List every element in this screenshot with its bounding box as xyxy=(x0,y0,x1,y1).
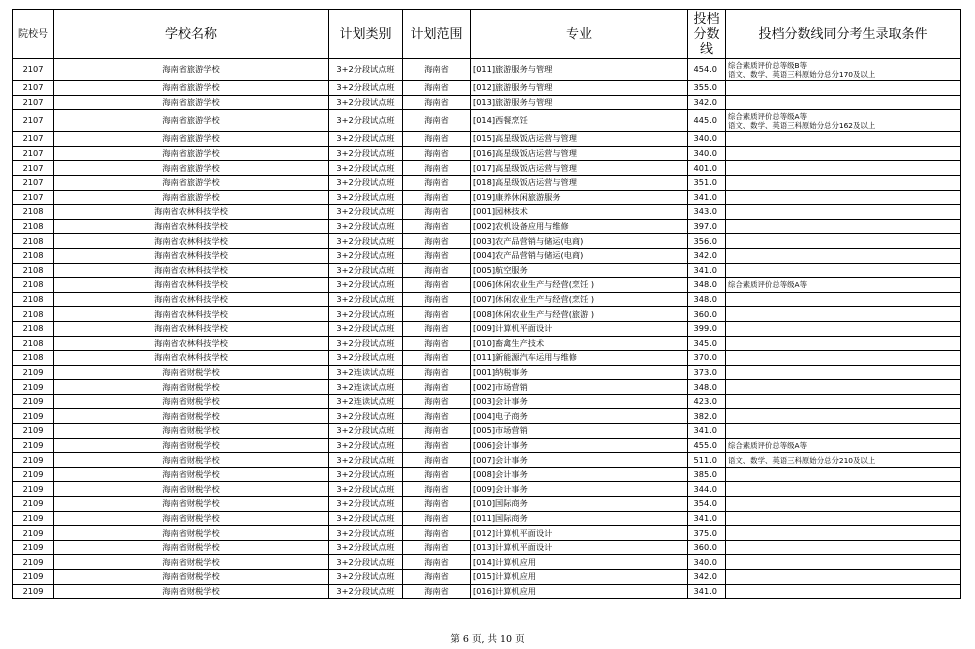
cell-code: 2107 xyxy=(13,175,54,190)
cell-major: [010]国际商务 xyxy=(471,497,688,512)
cell-plan-scope: 海南省 xyxy=(403,307,471,322)
cell-code: 2108 xyxy=(13,234,54,249)
cell-score: 511.0 xyxy=(688,453,726,468)
cell-school: 海南省农林科技学校 xyxy=(54,307,329,322)
cell-plan-type: 3+2分段试点班 xyxy=(329,482,403,497)
cell-code: 2109 xyxy=(13,555,54,570)
table-row xyxy=(13,81,961,96)
table-row xyxy=(13,132,961,147)
cell-code: 2109 xyxy=(13,365,54,380)
cell-major: [007]会计事务 xyxy=(471,453,688,468)
cell-conditions xyxy=(726,482,961,497)
cell-conditions xyxy=(726,584,961,599)
header-major: 专业 xyxy=(471,10,688,59)
cell-plan-scope: 海南省 xyxy=(403,570,471,585)
cell-major: [003]会计事务 xyxy=(471,394,688,409)
cell-major: [011]新能源汽车运用与维修 xyxy=(471,351,688,366)
table-row xyxy=(13,248,961,263)
cell-score: 360.0 xyxy=(688,540,726,555)
cell-major: [002]市场营销 xyxy=(471,380,688,395)
cell-conditions xyxy=(726,365,961,380)
cell-school: 海南省农林科技学校 xyxy=(54,263,329,278)
cell-school: 海南省财税学校 xyxy=(54,570,329,585)
table-row xyxy=(13,59,961,81)
cell-school: 海南省旅游学校 xyxy=(54,81,329,96)
cell-plan-type: 3+2分段试点班 xyxy=(329,497,403,512)
cell-major: [005]市场营销 xyxy=(471,424,688,439)
cell-conditions xyxy=(726,307,961,322)
cell-plan-type: 3+2分段试点班 xyxy=(329,59,403,81)
cell-code: 2107 xyxy=(13,110,54,132)
cell-plan-type: 3+2分段试点班 xyxy=(329,278,403,293)
table-row xyxy=(13,526,961,541)
cell-code: 2108 xyxy=(13,336,54,351)
cell-plan-scope: 海南省 xyxy=(403,175,471,190)
cell-conditions xyxy=(726,234,961,249)
cell-school: 海南省财税学校 xyxy=(54,511,329,526)
table-row xyxy=(13,307,961,322)
cell-plan-scope: 海南省 xyxy=(403,453,471,468)
cell-plan-type: 3+2分段试点班 xyxy=(329,336,403,351)
table-row xyxy=(13,380,961,395)
cell-major: [014]西餐烹饪 xyxy=(471,110,688,132)
cell-code: 2107 xyxy=(13,161,54,176)
table-row xyxy=(13,234,961,249)
cell-score: 397.0 xyxy=(688,219,726,234)
cell-plan-scope: 海南省 xyxy=(403,110,471,132)
cell-plan-scope: 海南省 xyxy=(403,161,471,176)
cell-major: [004]农产品营销与储运(电商) xyxy=(471,248,688,263)
cell-score: 454.0 xyxy=(688,59,726,81)
cell-school: 海南省旅游学校 xyxy=(54,146,329,161)
cell-code: 2108 xyxy=(13,219,54,234)
cell-plan-type: 3+2分段试点班 xyxy=(329,409,403,424)
cell-plan-type: 3+2连读试点班 xyxy=(329,365,403,380)
cell-score: 343.0 xyxy=(688,205,726,220)
cell-score: 341.0 xyxy=(688,511,726,526)
cell-score: 342.0 xyxy=(688,95,726,110)
cell-plan-type: 3+2分段试点班 xyxy=(329,570,403,585)
cell-school: 海南省农林科技学校 xyxy=(54,278,329,293)
cell-plan-scope: 海南省 xyxy=(403,292,471,307)
cell-school: 海南省旅游学校 xyxy=(54,132,329,147)
cell-conditions: 综合素质评价总等级A等 xyxy=(726,278,961,293)
table-row xyxy=(13,570,961,585)
cell-major: [011]旅游服务与管理 xyxy=(471,59,688,81)
cell-code: 2109 xyxy=(13,467,54,482)
table-row xyxy=(13,175,961,190)
cell-score: 355.0 xyxy=(688,81,726,96)
cell-code: 2109 xyxy=(13,584,54,599)
cell-school: 海南省农林科技学校 xyxy=(54,234,329,249)
cell-code: 2109 xyxy=(13,497,54,512)
cell-conditions: 综合素质评价总等级A等 xyxy=(726,438,961,453)
cell-score: 375.0 xyxy=(688,526,726,541)
cell-conditions xyxy=(726,321,961,336)
cell-conditions xyxy=(726,292,961,307)
cell-school: 海南省财税学校 xyxy=(54,409,329,424)
cell-plan-scope: 海南省 xyxy=(403,248,471,263)
cell-score: 341.0 xyxy=(688,424,726,439)
table-row xyxy=(13,497,961,512)
cell-score: 348.0 xyxy=(688,292,726,307)
cell-school: 海南省财税学校 xyxy=(54,540,329,555)
cell-plan-scope: 海南省 xyxy=(403,380,471,395)
cell-plan-type: 3+2分段试点班 xyxy=(329,161,403,176)
cell-code: 2109 xyxy=(13,511,54,526)
cell-code: 2108 xyxy=(13,292,54,307)
cell-code: 2109 xyxy=(13,438,54,453)
table-row xyxy=(13,95,961,110)
cell-plan-scope: 海南省 xyxy=(403,146,471,161)
cell-code: 2109 xyxy=(13,380,54,395)
table-row xyxy=(13,438,961,453)
cell-conditions: 综合素质评价总等级B等 语文、数学、英语三科原始分总分170及以上 xyxy=(726,59,961,81)
cell-plan-type: 3+2分段试点班 xyxy=(329,95,403,110)
cell-conditions: 综合素质评价总等级A等 语文、数学、英语三科原始分总分162及以上 xyxy=(726,110,961,132)
cell-plan-type: 3+2分段试点班 xyxy=(329,205,403,220)
cell-major: [007]休闲农业生产与经营(烹饪 ) xyxy=(471,292,688,307)
cell-code: 2107 xyxy=(13,95,54,110)
cell-conditions xyxy=(726,540,961,555)
cell-plan-type: 3+2分段试点班 xyxy=(329,307,403,322)
cell-conditions xyxy=(726,190,961,205)
table-row xyxy=(13,336,961,351)
table-row xyxy=(13,482,961,497)
cell-plan-scope: 海南省 xyxy=(403,438,471,453)
cell-plan-type: 3+2分段试点班 xyxy=(329,584,403,599)
cell-score: 445.0 xyxy=(688,110,726,132)
cell-major: [018]高星级饭店运营与管理 xyxy=(471,175,688,190)
cell-school: 海南省财税学校 xyxy=(54,394,329,409)
cell-major: [011]国际商务 xyxy=(471,511,688,526)
cell-code: 2108 xyxy=(13,351,54,366)
cell-major: [001]纳税事务 xyxy=(471,365,688,380)
cell-plan-scope: 海南省 xyxy=(403,81,471,96)
cell-school: 海南省财税学校 xyxy=(54,555,329,570)
cell-score: 340.0 xyxy=(688,132,726,147)
cell-score: 341.0 xyxy=(688,263,726,278)
cell-school: 海南省财税学校 xyxy=(54,380,329,395)
cell-code: 2109 xyxy=(13,570,54,585)
cell-school: 海南省财税学校 xyxy=(54,365,329,380)
header-conditions: 投档分数线同分考生录取条件 xyxy=(726,10,961,59)
cell-code: 2108 xyxy=(13,278,54,293)
cell-major: [017]高星级饭店运营与管理 xyxy=(471,161,688,176)
cell-conditions xyxy=(726,511,961,526)
cell-conditions xyxy=(726,570,961,585)
cell-school: 海南省农林科技学校 xyxy=(54,351,329,366)
cell-score: 342.0 xyxy=(688,248,726,263)
cell-plan-scope: 海南省 xyxy=(403,482,471,497)
cell-school: 海南省财税学校 xyxy=(54,482,329,497)
cell-plan-scope: 海南省 xyxy=(403,555,471,570)
cell-code: 2109 xyxy=(13,482,54,497)
cell-code: 2108 xyxy=(13,263,54,278)
cell-conditions xyxy=(726,467,961,482)
cell-conditions: 语文、数学、英语三科原始分总分210及以上 xyxy=(726,453,961,468)
cell-conditions xyxy=(726,95,961,110)
cell-school: 海南省农林科技学校 xyxy=(54,248,329,263)
cell-score: 401.0 xyxy=(688,161,726,176)
cell-plan-scope: 海南省 xyxy=(403,540,471,555)
table-row xyxy=(13,424,961,439)
cell-major: [005]航空服务 xyxy=(471,263,688,278)
cell-plan-type: 3+2分段试点班 xyxy=(329,555,403,570)
cell-conditions xyxy=(726,526,961,541)
cell-score: 385.0 xyxy=(688,467,726,482)
cell-plan-scope: 海南省 xyxy=(403,59,471,81)
cell-plan-scope: 海南省 xyxy=(403,219,471,234)
cell-plan-type: 3+2分段试点班 xyxy=(329,511,403,526)
cell-plan-type: 3+2分段试点班 xyxy=(329,190,403,205)
cell-major: [006]会计事务 xyxy=(471,438,688,453)
cell-conditions xyxy=(726,219,961,234)
cell-score: 340.0 xyxy=(688,146,726,161)
cell-conditions xyxy=(726,205,961,220)
table-row xyxy=(13,467,961,482)
page-footer: 第 6 页, 共 10 页 xyxy=(450,634,525,645)
cell-plan-scope: 海南省 xyxy=(403,234,471,249)
table-row xyxy=(13,511,961,526)
cell-school: 海南省财税学校 xyxy=(54,453,329,468)
cell-school: 海南省财税学校 xyxy=(54,467,329,482)
cell-score: 399.0 xyxy=(688,321,726,336)
cell-school: 海南省旅游学校 xyxy=(54,175,329,190)
cell-major: [016]高星级饭店运营与管理 xyxy=(471,146,688,161)
cell-plan-type: 3+2分段试点班 xyxy=(329,132,403,147)
cell-plan-scope: 海南省 xyxy=(403,365,471,380)
cell-code: 2109 xyxy=(13,409,54,424)
cell-school: 海南省财税学校 xyxy=(54,424,329,439)
cell-plan-type: 3+2分段试点班 xyxy=(329,438,403,453)
table-row xyxy=(13,263,961,278)
cell-major: [012]旅游服务与管理 xyxy=(471,81,688,96)
cell-school: 海南省财税学校 xyxy=(54,526,329,541)
cell-conditions xyxy=(726,146,961,161)
cell-conditions xyxy=(726,394,961,409)
cell-major: [016]计算机应用 xyxy=(471,584,688,599)
table-row xyxy=(13,292,961,307)
cell-major: [008]休闲农业生产与经营(旅游 ) xyxy=(471,307,688,322)
cell-score: 370.0 xyxy=(688,351,726,366)
cell-score: 341.0 xyxy=(688,584,726,599)
cell-major: [002]农机设备应用与维修 xyxy=(471,219,688,234)
cell-school: 海南省旅游学校 xyxy=(54,95,329,110)
cell-plan-type: 3+2分段试点班 xyxy=(329,234,403,249)
table-header xyxy=(13,10,961,59)
cell-plan-scope: 海南省 xyxy=(403,263,471,278)
cell-major: [001]园林技术 xyxy=(471,205,688,220)
cell-code: 2108 xyxy=(13,321,54,336)
cell-score: 340.0 xyxy=(688,555,726,570)
table-row xyxy=(13,351,961,366)
table-row xyxy=(13,555,961,570)
header-school: 学校名称 xyxy=(54,10,329,59)
cell-score: 345.0 xyxy=(688,336,726,351)
cell-score: 344.0 xyxy=(688,482,726,497)
cell-plan-scope: 海南省 xyxy=(403,132,471,147)
header-code: 院校号 xyxy=(13,10,54,59)
cell-plan-scope: 海南省 xyxy=(403,497,471,512)
cell-major: [006]休闲农业生产与经营(烹饪 ) xyxy=(471,278,688,293)
cell-conditions xyxy=(726,175,961,190)
cell-school: 海南省旅游学校 xyxy=(54,59,329,81)
table-row xyxy=(13,394,961,409)
cell-code: 2109 xyxy=(13,526,54,541)
cell-conditions xyxy=(726,555,961,570)
cell-code: 2109 xyxy=(13,453,54,468)
cell-plan-scope: 海南省 xyxy=(403,205,471,220)
cell-code: 2107 xyxy=(13,81,54,96)
cell-plan-type: 3+2连读试点班 xyxy=(329,380,403,395)
cell-school: 海南省财税学校 xyxy=(54,584,329,599)
cell-major: [014]计算机应用 xyxy=(471,555,688,570)
cell-school: 海南省财税学校 xyxy=(54,497,329,512)
cell-code: 2108 xyxy=(13,307,54,322)
cell-conditions xyxy=(726,336,961,351)
cell-plan-scope: 海南省 xyxy=(403,336,471,351)
table-row xyxy=(13,321,961,336)
table-row xyxy=(13,110,961,132)
table-row xyxy=(13,161,961,176)
cell-school: 海南省农林科技学校 xyxy=(54,321,329,336)
cell-plan-type: 3+2分段试点班 xyxy=(329,292,403,307)
cell-plan-scope: 海南省 xyxy=(403,584,471,599)
cell-major: [012]计算机平面设计 xyxy=(471,526,688,541)
cell-plan-type: 3+2分段试点班 xyxy=(329,526,403,541)
header-plan-type: 计划类别 xyxy=(329,10,403,59)
cell-school: 海南省旅游学校 xyxy=(54,110,329,132)
cell-conditions xyxy=(726,132,961,147)
cell-school: 海南省旅游学校 xyxy=(54,161,329,176)
table-row xyxy=(13,584,961,599)
cell-conditions xyxy=(726,497,961,512)
cell-code: 2109 xyxy=(13,394,54,409)
table-row xyxy=(13,219,961,234)
cell-score: 354.0 xyxy=(688,497,726,512)
cell-code: 2107 xyxy=(13,190,54,205)
cell-major: [003]农产品营销与储运(电商) xyxy=(471,234,688,249)
cell-plan-type: 3+2分段试点班 xyxy=(329,146,403,161)
cell-school: 海南省旅游学校 xyxy=(54,190,329,205)
table-row xyxy=(13,205,961,220)
cell-major: [013]旅游服务与管理 xyxy=(471,95,688,110)
cell-major: [004]电子商务 xyxy=(471,409,688,424)
cell-major: [009]计算机平面设计 xyxy=(471,321,688,336)
cell-plan-type: 3+2分段试点班 xyxy=(329,453,403,468)
cell-score: 348.0 xyxy=(688,380,726,395)
cell-code: 2107 xyxy=(13,146,54,161)
cell-major: [009]会计事务 xyxy=(471,482,688,497)
cell-plan-type: 3+2分段试点班 xyxy=(329,248,403,263)
table-row xyxy=(13,409,961,424)
cell-major: [010]畜禽生产技术 xyxy=(471,336,688,351)
cell-score: 351.0 xyxy=(688,175,726,190)
cell-plan-scope: 海南省 xyxy=(403,394,471,409)
cell-school: 海南省农林科技学校 xyxy=(54,219,329,234)
cell-code: 2108 xyxy=(13,205,54,220)
cell-conditions xyxy=(726,409,961,424)
cell-school: 海南省农林科技学校 xyxy=(54,292,329,307)
cell-score: 341.0 xyxy=(688,190,726,205)
cell-score: 423.0 xyxy=(688,394,726,409)
table-body xyxy=(13,59,961,599)
cell-conditions xyxy=(726,351,961,366)
cell-plan-scope: 海南省 xyxy=(403,190,471,205)
table-row xyxy=(13,146,961,161)
cell-conditions xyxy=(726,81,961,96)
cell-conditions xyxy=(726,263,961,278)
cell-plan-type: 3+2连读试点班 xyxy=(329,394,403,409)
table-row xyxy=(13,540,961,555)
cell-major: [008]会计事务 xyxy=(471,467,688,482)
cell-plan-type: 3+2分段试点班 xyxy=(329,351,403,366)
cell-plan-type: 3+2分段试点班 xyxy=(329,424,403,439)
cell-school: 海南省农林科技学校 xyxy=(54,205,329,220)
cell-plan-scope: 海南省 xyxy=(403,321,471,336)
cell-plan-scope: 海南省 xyxy=(403,424,471,439)
table-row xyxy=(13,365,961,380)
cell-plan-type: 3+2分段试点班 xyxy=(329,263,403,278)
cell-score: 373.0 xyxy=(688,365,726,380)
cell-score: 342.0 xyxy=(688,570,726,585)
cell-plan-scope: 海南省 xyxy=(403,526,471,541)
cell-conditions xyxy=(726,424,961,439)
cell-plan-type: 3+2分段试点班 xyxy=(329,219,403,234)
table-row xyxy=(13,190,961,205)
cell-score: 348.0 xyxy=(688,278,726,293)
cell-school: 海南省财税学校 xyxy=(54,438,329,453)
cell-plan-type: 3+2分段试点班 xyxy=(329,467,403,482)
cell-school: 海南省农林科技学校 xyxy=(54,336,329,351)
header-plan-scope: 计划范围 xyxy=(403,10,471,59)
cell-major: [015]高星级饭店运营与管理 xyxy=(471,132,688,147)
cell-conditions xyxy=(726,380,961,395)
cell-plan-scope: 海南省 xyxy=(403,95,471,110)
cell-plan-scope: 海南省 xyxy=(403,467,471,482)
cell-plan-type: 3+2分段试点班 xyxy=(329,110,403,132)
cell-major: [015]计算机应用 xyxy=(471,570,688,585)
cell-score: 382.0 xyxy=(688,409,726,424)
admission-score-table xyxy=(12,9,961,599)
cell-conditions xyxy=(726,161,961,176)
cell-code: 2109 xyxy=(13,540,54,555)
cell-plan-type: 3+2分段试点班 xyxy=(329,540,403,555)
header-score: 投档分数线 xyxy=(688,10,726,59)
cell-score: 455.0 xyxy=(688,438,726,453)
cell-code: 2107 xyxy=(13,132,54,147)
cell-plan-scope: 海南省 xyxy=(403,278,471,293)
cell-code: 2108 xyxy=(13,248,54,263)
cell-score: 360.0 xyxy=(688,307,726,322)
cell-major: [019]康养休闲旅游服务 xyxy=(471,190,688,205)
cell-plan-scope: 海南省 xyxy=(403,351,471,366)
cell-plan-type: 3+2分段试点班 xyxy=(329,321,403,336)
table-row xyxy=(13,453,961,468)
cell-code: 2109 xyxy=(13,424,54,439)
cell-conditions xyxy=(726,248,961,263)
cell-score: 356.0 xyxy=(688,234,726,249)
cell-plan-type: 3+2分段试点班 xyxy=(329,175,403,190)
cell-plan-scope: 海南省 xyxy=(403,409,471,424)
cell-plan-scope: 海南省 xyxy=(403,511,471,526)
cell-code: 2107 xyxy=(13,59,54,81)
cell-major: [013]计算机平面设计 xyxy=(471,540,688,555)
table-row xyxy=(13,278,961,293)
cell-plan-type: 3+2分段试点班 xyxy=(329,81,403,96)
